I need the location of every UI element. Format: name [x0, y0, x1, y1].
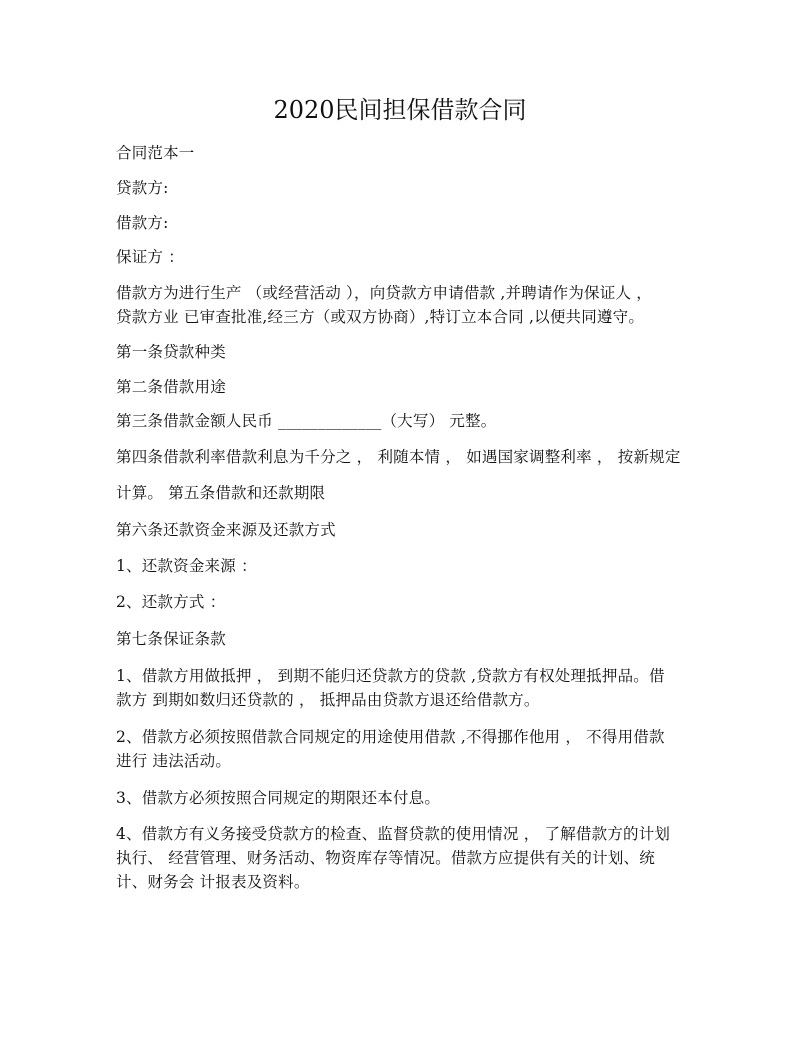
clause-4-line-2: 执行、 经营管理、财务活动、物资库存等情况。借款方应提供有关的计划、统: [116, 849, 655, 867]
article-2-heading: 第二条借款用途: [116, 378, 226, 396]
contract-template-label: 合同范本一: [116, 144, 195, 162]
article-5-heading: 计算。 第五条借款和还款期限: [116, 484, 326, 502]
article-1-heading: 第一条贷款种类: [116, 343, 226, 361]
clause-4-line-1: 4、借款方有义务接受贷款方的检查、监督贷款的使用情况 ， 了解借款方的计划: [116, 825, 671, 843]
clause-1-line-1: 1、借款方用做抵押 ， 到期不能归还贷款方的贷款 ,贷款方有权处理抵押品。借: [116, 667, 665, 685]
clause-2-line-2: 进行 违法活动。: [116, 752, 232, 770]
article-6-heading: 第六条还款资金来源及还款方式: [116, 521, 336, 539]
repayment-method-item: 2、还款方式 ：: [116, 593, 226, 611]
guarantor-field: 保证方 ：: [116, 248, 184, 266]
clause-3: 3、借款方必须按照合同规定的期限还本付息。: [116, 789, 441, 807]
clause-2-line-1: 2、借款方必须按照借款合同规定的用途使用借款 ,不得挪作他用 ， 不得用借款: [116, 728, 665, 746]
repayment-source-item: 1、还款资金来源 ：: [116, 557, 257, 575]
document-title: 2020民间担保借款合同: [273, 96, 527, 124]
article-4-interest: 第四条借款利率借款利息为千分之 ， 利随本情 ， 如遇国家调整利率 ， 按新规定: [116, 448, 681, 466]
article-7-heading: 第七条保证条款: [116, 630, 226, 648]
clause-4-line-3: 计、财务会 计报表及资料。: [116, 873, 310, 891]
article-3-amount: 第三条借款金额人民币 _____________（大写） 元整。: [116, 412, 497, 430]
preamble-line-1: 借款方为进行生产 （或经营活动 ），向贷款方申请借款 ,并聘请作为保证人 ，: [116, 284, 652, 302]
lender-field: 贷款方:: [116, 179, 169, 197]
preamble-line-2: 贷款方业 已审查批准,经三方（或双方协商）,特订立本合同 ,以便共同遵守。: [116, 308, 645, 326]
borrower-field: 借款方:: [116, 214, 169, 232]
clause-1-line-2: 款方 到期如数归还贷款的 ， 抵押品由贷款方退还给借款方。: [116, 691, 540, 709]
